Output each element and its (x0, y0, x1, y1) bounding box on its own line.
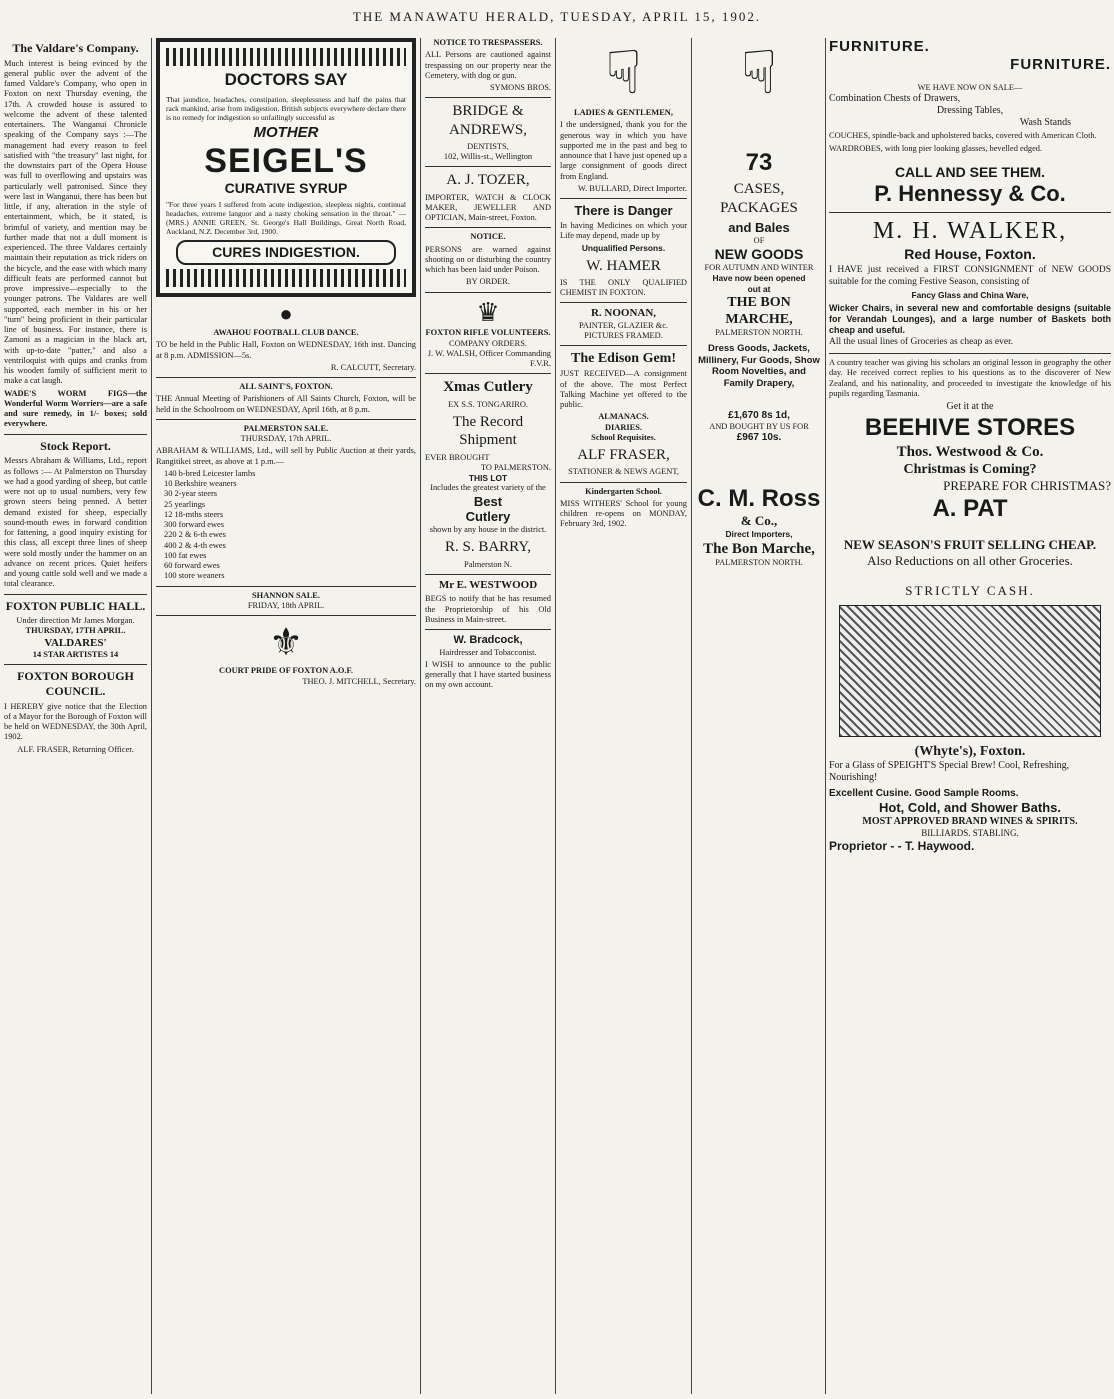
shannon-title: SHANNON SALE. (252, 590, 320, 600)
cases: CASES, PACKAGES (720, 181, 798, 216)
list-item: 300 forward ewes (164, 520, 224, 529)
list-item: 30 2-year steers (164, 489, 218, 499)
valdares-heading: VALDARES' (44, 636, 107, 649)
ladies-body: I the undersigned, thank you for the generous way in which you have supported me in the past and beg to announce that I have just opened up a large consignment of goods direct from England. (560, 120, 687, 181)
list-item: 10 Berkshire weaners (164, 479, 237, 488)
fraser-title: ALF FRASER, (577, 447, 670, 464)
to-palmerston: TO PALMERSTON. (480, 462, 551, 472)
column-rule (555, 38, 556, 1394)
masthead: THE MANAWATU HERALD, TUESDAY, APRIL 15, 1902. (352, 9, 762, 24)
shannon-date: FRIDAY, 18th APRIL. (247, 600, 325, 610)
column-3 (425, 38, 551, 1394)
doctors-body: That jaundice, headaches, constipation, sleeplessness and half the pains that rack mankind, arise from indigestion. British subjects everywhere declare there is no remedy for indigestion so unfailingly successful as (166, 94, 406, 123)
of: OF (753, 235, 765, 245)
ross-co: & Co., (740, 513, 778, 529)
hall-title: FOXTON PUBLIC HALL. (5, 598, 146, 613)
kinder-body: MISS WITHERS' School for young children re-opens on MONDAY, February 3rd, 1902. (560, 498, 687, 529)
walker: M. H. WALKER, (872, 217, 1068, 244)
notice-sign: BY ORDER. (466, 277, 510, 287)
bradcock-sub: Hairdresser and Tobacconist. (439, 647, 537, 657)
apat: A. PAT (932, 494, 1008, 522)
column-2 (156, 38, 416, 1394)
danger-body: In having Medicines on which your Life may depend, made up by (560, 220, 687, 241)
allsaints-body: THE Annual Meeting of Parishioners of All Saints Church, Foxton, will be held in the Schoolroom on WEDNESDAY, April 16th, at 8 p.m. (156, 394, 416, 414)
amount: £1,670 8s 1d, (728, 409, 790, 421)
diaries: DIARIES. (604, 422, 642, 432)
wines: MOST APPROVED BRAND WINES & SPIRITS. (862, 816, 1078, 828)
list-item: 100 store weaners (164, 571, 225, 581)
xmas-cutlery: Xmas Cutlery (443, 379, 533, 396)
list-item: 400 2 & 4-th ewes (164, 540, 226, 550)
rifles-sub: COMPANY ORDERS. (448, 338, 528, 348)
shown: shown by any house in the district. (429, 525, 547, 535)
palmerston: PALMERSTON NORTH. (715, 327, 803, 337)
noonan-body: PAINTER, GLAZIER &c. (578, 320, 669, 330)
stock-report-title: Stock Report. (40, 438, 111, 453)
record-shipment: The Record Shipment (452, 413, 524, 449)
column-7 (829, 38, 1111, 1394)
barry: R. S. BARRY, (444, 539, 531, 556)
dentists-title: BRIDGE & ANDREWS, (449, 103, 527, 138)
list-item: 220 2 & 6-th ewes (164, 530, 226, 540)
best: Best (473, 493, 503, 509)
westwood-body: BEGS to notify that he has resumed the Proprietorship of his Old Business in Main-street. (425, 594, 551, 624)
allsaints-title: ALL SAINT'S, FOXTON. (239, 382, 333, 391)
dentists-sub: DENTISTS, (467, 141, 509, 151)
out-at: out at (747, 283, 771, 294)
ever-brought: EVER BROUGHT (425, 452, 490, 462)
cutlery: Cutlery (465, 509, 511, 525)
fruit: NEW SEASON'S FRUIT SELLING CHEAP. (843, 537, 1097, 552)
hamer-title: W. HAMER (586, 257, 661, 274)
bon-marche: THE BON MARCHE, (725, 294, 793, 327)
excellent: Excellent Cusine. Good Sample Rooms. (829, 788, 1019, 800)
walker-body: I HAVE just received a FIRST CONSIGNMENT of NEW GOODS suitable for the coming Festive Season, consisting of (829, 265, 1111, 287)
bales: and Bales (728, 219, 790, 235)
council-sign: ALF. FRASER, Returning Officer. (17, 744, 134, 754)
get-it: Get it at the (946, 401, 994, 413)
ross: C. M. Ross (697, 485, 821, 513)
list-item: 25 yearlings (164, 499, 206, 509)
column-rule (691, 38, 692, 1394)
trespass-title: NOTICE TO TRESPASSERS. (433, 38, 543, 47)
list-item: 60 forward ewes (164, 561, 220, 570)
notice-body: PERSONS are warned against shooting on or disturbing the country which has been laid under Poison. (425, 244, 551, 275)
westwood-co: Thos. Westwood & Co. (896, 443, 1044, 460)
reductions: Also Reductions on all other Groceries. (867, 552, 1073, 568)
dress-goods: Dress Goods, Jackets, Millinery, Fur Goods, Show Room Novelties, and Family Drapery, (698, 343, 820, 389)
fancy: Fancy Glass and China Ware, (911, 290, 1029, 301)
danger-title: There is Danger (574, 203, 673, 218)
hall-sub: Under direction Mr James Morgan. (16, 616, 135, 626)
red-house: Red House, Foxton. (904, 246, 1036, 263)
hall-date: THURSDAY, 17TH APRIL. (25, 626, 126, 636)
item-1: Combination Chests of Drawers, (829, 92, 961, 104)
awahou-body: TO be held in the Public Hall, Foxton on WEDNESDAY, 16th inst. Dancing at 8 p.m. ADMISSION—5s. (156, 340, 416, 360)
furniture-heading: FURNITURE. (829, 38, 930, 55)
rifles-sign: J. W. WALSH, Officer Commanding F.V.R. (427, 348, 551, 369)
unqualified: Unqualified Persons. (581, 243, 666, 254)
pointing-hand-icon: ☟ (605, 40, 642, 106)
furniture-heading-2: FURNITURE. (1010, 56, 1111, 74)
council-title: FOXTON BOROUGH COUNCIL. (17, 669, 134, 698)
list-item: 12 18-mths steers (164, 509, 224, 519)
edison-title: The Edison Gem! (570, 351, 676, 367)
wardrobes: WARDROBES, with long pier looking glasses, bevelled edged. (829, 143, 1043, 153)
burst-border (166, 48, 406, 66)
council-body: I HEREBY give notice that the Election of a Mayor for the Borough of Foxton will be held on WEDNESDAY, the 30th April, 1902. (4, 701, 147, 742)
groceries: All the usual lines of Groceries as cheap as ever. (829, 337, 1014, 348)
item-3: Wash Stands (1019, 117, 1071, 129)
hennessy: P. Hennessy & Co. (874, 180, 1066, 206)
billiards: BILLIARDS. STABLING. (921, 828, 1019, 839)
prepare: PREPARE FOR CHRISTMAS? (943, 477, 1111, 493)
lots-list (164, 469, 416, 582)
coach-illustration (839, 605, 1101, 737)
speight: For a Glass of SPEIGHT'S Special Brew! Cool, Refreshing, Nourishing! (829, 759, 1070, 783)
crest-icon: ♛ (476, 297, 500, 327)
burst-border (166, 269, 406, 287)
bon-marche-2: The Bon Marche, (703, 540, 815, 557)
dentists-addr: 102, Willis-st., Wellington (443, 152, 533, 162)
curative-syrup: CURATIVE SYRUP (224, 180, 348, 197)
artistes-line: 14 STAR ARTISTES 14 (32, 650, 119, 660)
mother: MOTHER (253, 124, 319, 142)
noonan-title: R. NOONAN, (590, 307, 657, 320)
cures-indigestion: CURES INDIGESTION. (176, 240, 396, 265)
awahou-sign: R. CALCUTT, Secretary. (330, 362, 416, 372)
tozer-title: A. J. TOZER, (446, 172, 530, 189)
trespass-sign: SYMONS BROS. (490, 83, 551, 92)
awahou-title: AWAHOU FOOTBALL CLUB DANCE. (213, 328, 359, 337)
column-4 (560, 38, 687, 1394)
crest-icon: ⚜ (268, 622, 304, 664)
football-icon: ● (279, 301, 293, 327)
new-goods: NEW GOODS (714, 245, 804, 262)
baths: Hot, Cold, and Shower Baths. (878, 800, 1061, 816)
call-and-see: CALL AND SEE THEM. (894, 163, 1046, 180)
list-item: 100 fat ewes (164, 550, 207, 560)
pointing-hand-icon: ☟ (740, 40, 778, 106)
sale-intro: WE HAVE NOW ON SALE— (917, 82, 1023, 92)
column-rule (825, 38, 826, 1394)
whytes: (Whyte's), Foxton. (914, 743, 1026, 759)
christmas: Christmas is Coming? (903, 461, 1037, 477)
stock-report-body: Messrs Abraham & Williams, Ltd., report as follows :— At Palmerston on Thursday we had a good yarding of sheep, but cattle were not up to usual numbers, very few grown steers being penned. A better demand existed for sheep, especially sound-mouth ewes in forward condition for fattening, a good inquiry existing for this class, all except three lines of sheep were sold mostly under the hammer on an advance on recent prices. Quiet heifers and young cattle sold well and we made a total clearance. (4, 456, 147, 589)
count-73: 73 (745, 149, 773, 176)
column-rule (151, 38, 152, 1394)
westwood-title: Mr E. WESTWOOD (438, 579, 538, 592)
beehive: BEEHIVE STORES (864, 414, 1076, 442)
palm-sale-title: PALMERSTON SALE. (243, 423, 329, 433)
column-1 (4, 38, 147, 1394)
wicker: Wicker Chairs, in several new and comfortable designs (suitable for Verandah Lounges), and a large number of Baskets both cheap and useful. (829, 302, 1111, 335)
article-body: Much interest is being evinced by the general public over the advent of the famed Valdare's Company, who open in Foxton on next Thursday evening, the 17th. A crowded house is assured to welcome the advent of these talented entertainers. The Wanganui Chronicle speaking of the Company says :—The management had every reason to feel satisfied with "the treasury" last night, for the downstairs part of the Opera House was full to overflowing and upstairs was particularly well patronised. Since they were last in Wanganui, there has been but little, if any, alteration in the style of entertainment, which, be it stated, is brimful of variety, and mention may be further made that not a dull moment is experienced. The three Valdares certainly maintain their reputation as trick riders on the bicycle, and the ease with which many difficult feats are performed cannot but prove impressive—especially to the younger patrons. The Valdares are well supported, each member in his or her "turn" being proficient in their particular line of business. For instance, there is Zamoni as a magician in the black art, with up-to-date "patter," and also a ventriloquist with quips and cranks from his wooden family of sufficient merit to make a cat laugh. (4, 58, 147, 386)
this-lot: THIS LOT (468, 473, 508, 483)
notice-title: NOTICE. (470, 232, 506, 242)
trespass-body: ALL Persons are cautioned against trespassing on our property near the Cemetery, with dog or gun. (425, 50, 551, 80)
item-2: Dressing Tables, (936, 105, 1004, 117)
doctors-say: DOCTORS SAY (224, 70, 348, 89)
almanacs: ALMANACS. (598, 412, 649, 422)
palm-sale-date: THURSDAY, 17th APRIL. (240, 434, 332, 443)
court-sign: THEO. J. MITCHELL, Secretary. (302, 676, 416, 686)
edison-body: JUST RECEIVED—A consignment of the above. The most Perfect Talking Machine yet offered to the public. (560, 369, 687, 410)
fraser-sub: STATIONER & NEWS AGENT, (568, 467, 679, 477)
ladies-sign: W. BULLARD, Direct Importer. (577, 183, 687, 193)
testimonial: "For three years I suffered from acute indigestion, sleepless nights, continual headaches, extreme languor and a nasty choking sensation in the throat." —(MRS.) ANNIE GREEN, St. George's Hall Buildings, Great North Road, Auckland, N.Z. December 3rd, 1900. (166, 199, 406, 236)
anecdote: A country teacher was giving his scholars an original lesson in geography the other day. He received correct replies to his questions as to the discoverer of New Zealand, and his nationality, and proceeded to investigate the knowledge of his pupils regarding Tasmania. (829, 358, 1111, 398)
pictures-framed: PICTURES FRAMED. (584, 331, 663, 341)
bought: AND BOUGHT BY US FOR (709, 421, 809, 431)
strictly-cash: STRICTLY CASH. (905, 582, 1035, 598)
advert-seigels (156, 38, 416, 297)
column-rule (420, 38, 421, 1394)
rifles-title: FOXTON RIFLE VOLUNTEERS. (425, 328, 551, 338)
tongariro: EX S.S. TONGARIRO. (448, 399, 528, 409)
article-title: The Valdare's Company. (12, 41, 139, 55)
ladies-title: LADIES & GENTLEMEN, (574, 108, 673, 117)
court-title: COURT PRIDE OF FOXTON A.O.F. (219, 666, 353, 676)
seigels: SEIGEL'S (204, 142, 368, 181)
school-requisites: School Requisites. (591, 432, 656, 442)
column-5 (696, 38, 822, 1394)
kinder-title: Kindergarten School. (585, 486, 662, 496)
price: £967 10s. (736, 431, 782, 443)
opened: Have now been opened (712, 273, 806, 284)
barry-town: Palmerston N. (464, 559, 512, 569)
advert-worm-figs: WADE'S WORM FIGS—the Wonderful Worm Worriers—are a safe and sure remedy, in 1/- boxes; sold everywhere. (4, 388, 147, 429)
bradcock-body: I WISH to announce to the public generally that I have started business on my own account. (425, 659, 551, 690)
palm-sale-body: ABRAHAM & WILLIAMS, Ltd., will sell by Public Auction at their yards, Rangitikei street, as above at 1 p.m.— (156, 446, 416, 466)
autumn: FOR AUTUMN AND WINTER (704, 263, 814, 273)
bradcock-title: W. Bradcock, (453, 634, 523, 647)
hamer-body: IS THE ONLY QUALIFIED CHEMIST IN FOXTON. (560, 277, 687, 298)
couches: COUCHES, spindle-back and upholstered backs, covered with American Cloth. (829, 131, 1097, 141)
list-item: 140 b-bred Leicester lambs (164, 468, 256, 478)
importers: Direct Importers, (725, 529, 793, 540)
palmerston-2: PALMERSTON NORTH. (715, 557, 803, 567)
tozer-body: IMPORTER, WATCH & CLOCK MAKER, JEWELLER AND OPTICIAN, Main-street, Foxton. (425, 192, 551, 223)
proprietor: Proprietor - - T. Haywood. (829, 839, 975, 854)
includes: Includes the greatest variety of the (430, 483, 546, 493)
